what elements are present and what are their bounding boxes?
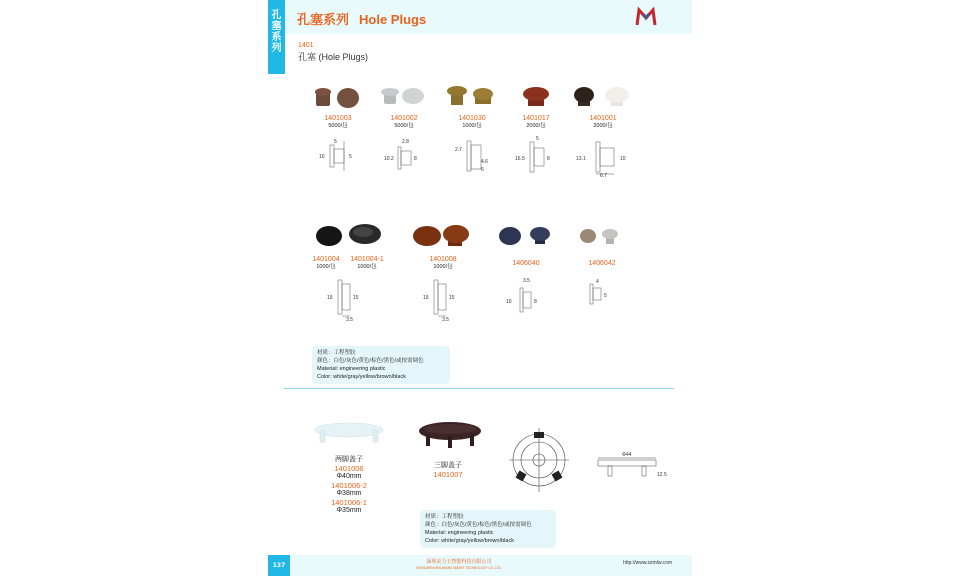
side-tab-char: 塞	[271, 21, 282, 32]
product-label-1401003	[318, 115, 358, 130]
drawing-1401001	[574, 136, 634, 178]
drawing-1401008	[420, 276, 464, 322]
dim-label: 8	[547, 156, 550, 162]
material-note-lower	[420, 510, 556, 548]
product-code: 1401002	[390, 115, 418, 122]
product-photo-1401006	[312, 420, 386, 446]
product-photo-1401001	[573, 84, 635, 110]
product-code: 1401001	[589, 115, 617, 122]
drawing-1406042	[580, 278, 616, 310]
pack-qty: 2000/包	[593, 123, 613, 129]
dim-label: 3.5	[442, 317, 449, 323]
three-leg-cap-label: 三脚盖子	[434, 462, 462, 469]
product-code: 1401006-2	[331, 481, 367, 490]
product-code: 1401006-1	[331, 498, 367, 507]
product-code: 1401004-1	[350, 256, 384, 263]
product-code: 1401006	[334, 464, 364, 473]
color-line-en: Color: white/gray/yellow/brown/black	[317, 374, 406, 380]
dim-label: 6	[481, 167, 484, 173]
side-tab-char: 列	[271, 43, 282, 54]
diameter-label: Φ40mm	[336, 473, 362, 480]
product-code: 1401007	[433, 470, 463, 479]
dim-label: 10.2	[384, 156, 394, 162]
catalog-page	[268, 0, 692, 576]
product-photo-1401017	[520, 84, 552, 110]
dim-label: 4	[596, 279, 599, 285]
product-photo-1401003	[312, 84, 362, 110]
drawing-1401017	[514, 134, 558, 178]
dim-label: 16.5	[515, 156, 525, 162]
product-label-1401004	[308, 256, 344, 271]
side-tab	[268, 0, 285, 74]
product-photo-1401008	[412, 222, 474, 250]
section-name: 孔塞 (Hole Plugs)	[298, 52, 369, 62]
product-photo-1406042	[578, 224, 622, 248]
two-leg-cap-label: 两脚盖子	[335, 456, 363, 463]
color-line-cn: 颜色：白色/灰色/黄色/棕色/黑色/或按需调色	[317, 358, 424, 364]
product-label-1406040	[506, 260, 546, 268]
product-code: 1401004	[312, 256, 340, 263]
color-line-en: Color: white/gray/yellow/brown/black	[425, 538, 514, 544]
drawing-1401004	[324, 276, 368, 322]
pack-qty: 1000/包	[462, 123, 482, 129]
drawing-1401003	[316, 135, 360, 177]
product-photo-1401002	[379, 84, 427, 110]
dim-label: 3.5	[346, 317, 353, 323]
dim-label: 2.8	[402, 139, 409, 145]
company-name-cn: 深圳美力王智能科技有限公司	[426, 559, 492, 565]
dim-label: 13.1	[576, 156, 586, 162]
footer-url: http://www.szmlw.com	[623, 560, 672, 566]
dim-label: 3.5	[523, 278, 530, 284]
product-photo-1401004	[315, 222, 385, 250]
product-code: 1406042	[588, 260, 616, 267]
dim-label: 5	[536, 136, 539, 142]
section-code: 1401	[298, 42, 314, 49]
product-label-1406042	[582, 260, 622, 268]
company-name-en: SHENZHEN MEILIWANG SMART TECHNOLOGY CO.,LTD.	[416, 566, 502, 570]
page-title-en: Hole Plugs	[359, 12, 427, 27]
pack-qty: 1000/包	[316, 264, 336, 270]
drawing-1401002	[382, 135, 426, 177]
dim-label: 19	[423, 295, 429, 301]
section-divider	[284, 388, 674, 389]
drawing-1401007-side	[594, 450, 667, 484]
material-line-en: Material: engineering plastic	[425, 530, 494, 536]
brand-logo	[636, 8, 656, 26]
product-label-1401007	[426, 462, 470, 479]
color-line-cn: 颜色：白色/灰色/黄色/棕色/黑色/或按需调色	[425, 522, 532, 528]
pack-qty: 1000/包	[357, 264, 377, 270]
dim-label: 4.6	[481, 159, 488, 165]
pack-qty: 5000/包	[394, 123, 414, 129]
diameter-label: Φ35mm	[336, 507, 362, 514]
product-label-1401002	[384, 115, 424, 130]
dim-label: Φ44	[622, 452, 632, 458]
pack-qty: 1000/包	[433, 264, 453, 270]
dim-label: 10	[620, 156, 626, 162]
dim-label: 19	[327, 295, 333, 301]
product-label-1401017	[516, 115, 556, 130]
side-tab-char: 系	[271, 32, 282, 43]
material-line-cn: 材质：工程塑胶	[425, 514, 464, 520]
dim-label: 5	[349, 154, 352, 160]
product-code: 1401017	[522, 115, 550, 122]
product-photo-1406040	[498, 224, 554, 248]
dim-label: 8	[534, 299, 537, 305]
footer-company	[416, 559, 502, 571]
pack-qty: 2000/包	[526, 123, 546, 129]
material-note	[312, 346, 450, 384]
product-label-1401006	[323, 456, 375, 515]
dim-label: 2.7	[455, 147, 462, 153]
page-title-cn: 孔塞系列	[297, 12, 350, 27]
product-photo-1401030	[445, 82, 499, 110]
pack-qty: 5000/包	[328, 123, 348, 129]
product-code: 1406040	[512, 260, 540, 267]
dim-label: 15	[449, 295, 455, 301]
material-line-cn: 材质：工程塑胶	[317, 350, 356, 356]
drawing-1401007-top	[505, 420, 573, 496]
dim-label: 5	[334, 139, 337, 145]
material-line-en: Material: engineering plastic	[317, 366, 386, 372]
product-code: 1401008	[429, 256, 457, 263]
dim-label: 8	[414, 156, 417, 162]
product-label-1401001	[583, 115, 623, 130]
product-code: 1401003	[324, 115, 352, 122]
dim-label: 5	[604, 293, 607, 299]
product-photo-1401007	[416, 420, 484, 450]
dim-label: 15	[353, 295, 359, 301]
dim-label: 10	[319, 154, 325, 160]
section-title	[298, 42, 368, 63]
diameter-label: Φ38mm	[336, 490, 362, 497]
product-label-1401030	[452, 115, 492, 130]
dim-label: 10	[506, 299, 512, 305]
drawing-1406040	[504, 276, 548, 320]
product-code: 1401030	[458, 115, 486, 122]
product-label-1401008	[423, 256, 463, 271]
dim-label: 12.5	[657, 472, 667, 478]
side-tab-char: 孔	[271, 10, 282, 21]
drawing-1401030	[451, 133, 495, 179]
page-title	[297, 9, 426, 28]
product-label-1401004-1	[346, 256, 388, 271]
page-number: 137	[268, 555, 290, 576]
dim-label: 6.7	[600, 173, 607, 179]
